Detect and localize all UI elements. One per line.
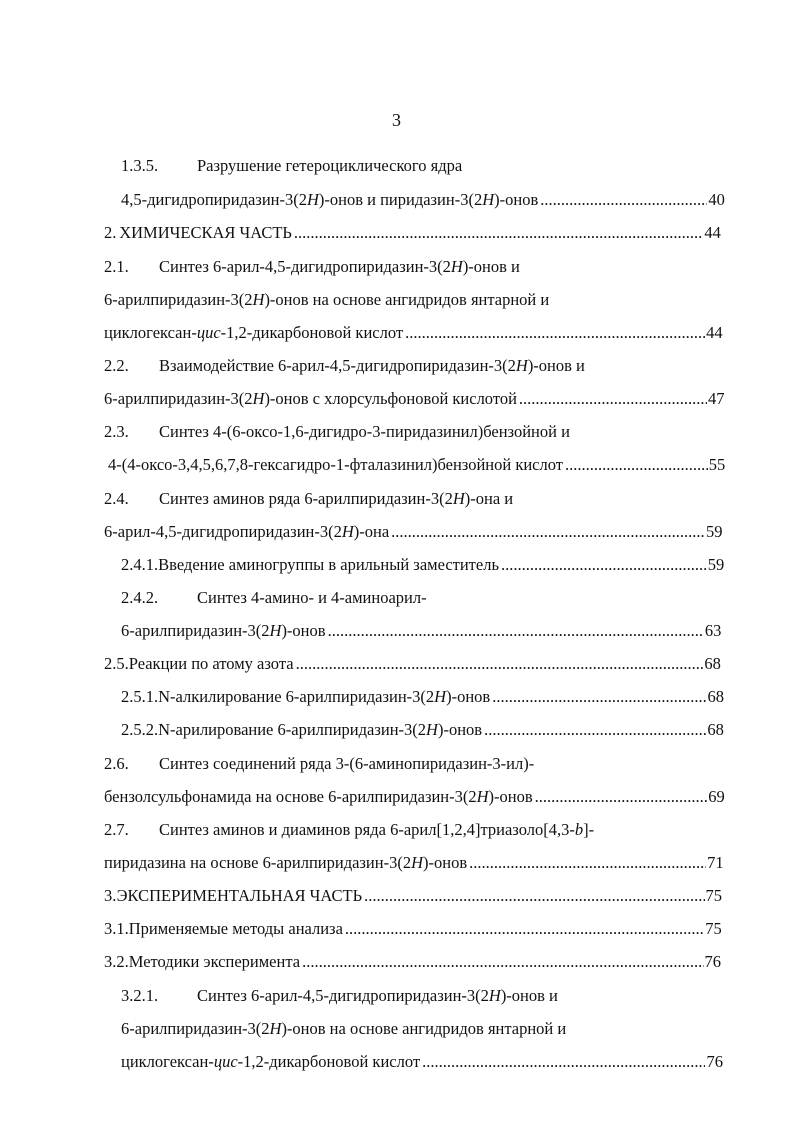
- toc-entry-2-7-cont[interactable]: [104, 851, 724, 875]
- toc-entry-page: 76: [706, 1052, 723, 1071]
- toc-entry-page: 63: [704, 621, 722, 640]
- toc-entry-number: 2.5.: [104, 654, 129, 673]
- dot-leader: [364, 884, 704, 908]
- toc-entry-title: 6-арилпиридазин-3(2H)-онов с хлорсульфоновой кислотой: [104, 389, 517, 408]
- toc-entry-2-2[interactable]: [104, 354, 711, 378]
- toc-entry-title: 4,5-дигидропиридазин-3(2H)-онов и пиридазин-3(2H)-онов: [121, 190, 539, 209]
- toc-entry-title: Синтез 6-арил-4,5-дигидропиридазин-3(2H)-онов и: [197, 986, 558, 1005]
- toc-entry-2-4[interactable]: [104, 487, 711, 511]
- dot-leader: [422, 1050, 705, 1074]
- toc-entry-page: 76: [704, 952, 722, 971]
- toc-entry-page: 47: [707, 389, 725, 408]
- toc-entry-3-2-1-cont1[interactable]: [121, 1017, 711, 1041]
- toc-entry-title: Синтез соединений ряда 3-(6-аминопиридазин-3-ил)-: [159, 754, 535, 773]
- toc-entry-title: N-алкилирование 6-арилпиридазин-3(2H)-онов: [158, 687, 491, 706]
- toc-entry-title: 6-арилпиридазин-3(2H)-онов на основе ангидридов янтарной и: [104, 290, 550, 309]
- toc-entry-title: циклогексан-цис-1,2-дикарбоновой кислот: [104, 323, 404, 342]
- toc-entry-2-1-cont2[interactable]: [104, 321, 723, 345]
- toc-entry-number: 3.2.: [104, 952, 129, 971]
- toc-entry-2-6-cont[interactable]: [104, 785, 725, 809]
- toc-entry-2-4-2[interactable]: [121, 586, 711, 610]
- toc-entry-title: Применяемые методы анализа: [128, 919, 343, 938]
- dot-leader: [345, 917, 704, 941]
- toc-entry-title: 6-арилпиридазин-3(2H)-онов на основе ангидридов янтарной и: [121, 1019, 567, 1038]
- toc-entry-number: 1.3.5.: [121, 156, 159, 175]
- toc-entry-2-2-cont[interactable]: [104, 387, 725, 411]
- page-number: 3: [392, 110, 401, 130]
- dot-leader: [296, 652, 704, 676]
- toc-entry-page: 75: [705, 919, 722, 938]
- dot-leader: [391, 520, 705, 544]
- toc-entry-title: N-арилирование 6-арилпиридазин-3(2H)-онов: [158, 720, 483, 739]
- toc-entry-title: Взаимодействие 6-арил-4,5-дигидропиридазин-3(2H)-онов и: [159, 356, 585, 375]
- dot-leader: [492, 685, 706, 709]
- dot-leader: [519, 387, 707, 411]
- toc-entry-number: 2.4.2.: [121, 588, 159, 607]
- toc-entry-page: 59: [705, 522, 723, 541]
- toc-entry-title: Синтез 4-(6-оксо-1,6-дигидро-3-пиридазинил)бензойной и: [159, 422, 570, 441]
- toc-entry-number: 3.1.: [104, 919, 129, 938]
- toc-entry-3[interactable]: [104, 884, 722, 908]
- toc-entry-2[interactable]: [104, 221, 721, 245]
- toc-entry-title: Разрушение гетероциклического ядра: [197, 156, 463, 175]
- toc-entry-2-5-1[interactable]: [121, 685, 725, 709]
- toc-entry-title: Синтез аминов ряда 6-арилпиридазин-3(2H)-она и: [159, 489, 514, 508]
- dot-leader: [469, 851, 706, 875]
- toc-entry-number: 2.5.2.: [121, 720, 159, 739]
- toc-entry-3-1[interactable]: [104, 917, 722, 941]
- toc-entry-title: Введение аминогруппы в арильный заместитель: [158, 555, 499, 574]
- toc-entry-number: 2.6.: [104, 754, 129, 773]
- toc-entry-2-5-2[interactable]: [121, 718, 724, 742]
- toc-entry-title: ЭКСПЕРИМЕНТАЛЬНАЯ ЧАСТЬ: [116, 886, 363, 905]
- toc-entry-2-4-cont[interactable]: [104, 520, 723, 544]
- toc-entry-number: 2.: [104, 223, 117, 242]
- toc-entry-2-7[interactable]: [104, 818, 711, 842]
- dot-leader: [565, 453, 708, 477]
- toc-entry-title: Реакции по атому азота: [128, 654, 294, 673]
- toc-entry-1-3-5-cont[interactable]: [121, 188, 725, 212]
- toc-entry-number: 2.4.: [104, 489, 129, 508]
- toc-entry-title: бензолсульфонамида на основе 6-арилпиридазин-3(2H)-онов: [104, 787, 533, 806]
- toc-entry-title: Синтез 6-арил-4,5-дигидропиридазин-3(2H)-онов и: [159, 257, 520, 276]
- dot-leader: [328, 619, 704, 643]
- toc-entry-number: 2.2.: [104, 356, 129, 375]
- toc-entry-title: циклогексан-цис-1,2-дикарбоновой кислот: [121, 1052, 421, 1071]
- toc-entry-2-1-cont1[interactable]: [104, 288, 711, 312]
- toc-entry-page: 69: [708, 787, 725, 806]
- dot-leader: [535, 785, 708, 809]
- toc-entry-title: ХИМИЧЕСКАЯ ЧАСТЬ: [119, 223, 292, 242]
- toc-entry-2-3[interactable]: [104, 420, 711, 444]
- toc-entry-page: 75: [705, 886, 722, 905]
- toc-entry-number: 2.1.: [104, 257, 129, 276]
- toc-entry-page: 55: [708, 455, 726, 474]
- toc-entry-page: 71: [707, 853, 724, 872]
- toc-entry-2-5[interactable]: [104, 652, 721, 676]
- toc-entry-2-4-1[interactable]: [121, 553, 725, 577]
- toc-entry-title: Методики эксперимента: [128, 952, 301, 971]
- toc-entry-title: Синтез 4-амино- и 4-аминоарил-: [197, 588, 427, 607]
- toc-entry-2-3-cont[interactable]: [108, 453, 726, 477]
- toc-entry-page: 40: [708, 190, 725, 209]
- toc-entry-page: 68: [704, 654, 721, 673]
- toc-entry-1-3-5[interactable]: [121, 154, 721, 178]
- toc-entry-number: 2.4.1.: [121, 555, 159, 574]
- toc-entry-title: Синтез аминов и диаминов ряда 6-арил[1,2,4]триазоло[4,3-b]-: [159, 820, 595, 839]
- toc-entry-title: 4-(4-оксо-3,4,5,6,7,8-гексагидро-1-фталазинил)бензойной кислот: [108, 455, 563, 474]
- toc-entry-page: 59: [707, 555, 725, 574]
- toc-entry-3-2-1[interactable]: [121, 984, 711, 1008]
- toc-entry-title: пиридазина на основе 6-арилпиридазин-3(2H)-онов: [104, 853, 468, 872]
- dot-leader: [540, 188, 707, 212]
- toc-entry-number: 3.2.1.: [121, 986, 159, 1005]
- toc-entry-page: 68: [707, 687, 725, 706]
- toc-entry-number: 2.3.: [104, 422, 129, 441]
- toc-entry-2-6[interactable]: [104, 752, 711, 776]
- dot-leader: [501, 553, 707, 577]
- toc-entry-title: 6-арилпиридазин-3(2H)-онов: [121, 621, 326, 640]
- toc-entry-page: 44: [706, 323, 723, 342]
- toc-entry-2-1[interactable]: [104, 255, 711, 279]
- toc-entry-2-4-2-cont[interactable]: [121, 619, 722, 643]
- dot-leader: [484, 718, 706, 742]
- toc-entry-number: 3.: [104, 886, 117, 905]
- dot-leader: [294, 221, 704, 245]
- toc-entry-3-2[interactable]: [104, 950, 722, 974]
- toc-entry-page: 44: [704, 223, 721, 242]
- toc-entry-number: 2.5.1.: [121, 687, 159, 706]
- toc-entry-page: 68: [707, 720, 724, 739]
- toc-entry-number: 2.7.: [104, 820, 129, 839]
- dot-leader: [302, 950, 703, 974]
- toc-entry-title: 6-арил-4,5-дигидропиридазин-3(2H)-она: [104, 522, 390, 541]
- dot-leader: [405, 321, 705, 345]
- toc-entry-3-2-1-cont2[interactable]: [121, 1050, 723, 1074]
